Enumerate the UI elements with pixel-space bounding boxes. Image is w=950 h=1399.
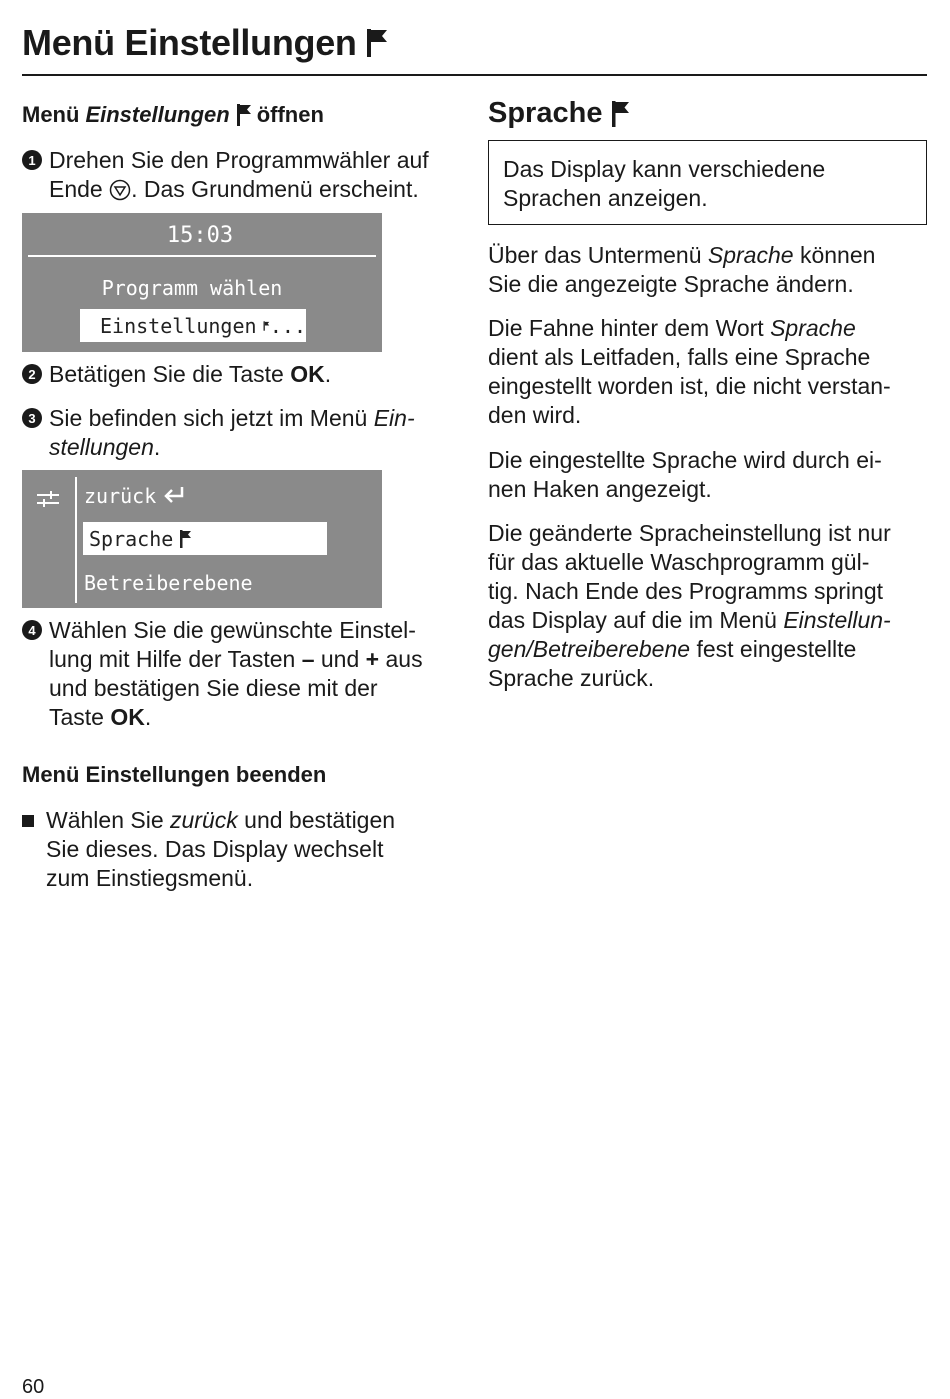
return-arrow-icon [162,485,188,507]
step-3-italic-b: stellungen [49,434,154,460]
display-item-language-selected [83,522,327,555]
close-text-b: und bestätigen [237,807,396,833]
step-1-text-b: . Das Grundmenü erscheint. [131,176,419,202]
info-box-line-2: Sprachen anzeigen. [503,185,708,211]
display-item-ellipsis: ... [269,313,306,338]
ok-key-label: OK [110,704,145,730]
step-number: 1 [22,150,42,170]
page-number: 60 [22,1376,45,1398]
step-3-text: Sie befinden sich jetzt im Menü [49,405,374,431]
step-4-text-a: lung mit Hilfe der Tasten [49,646,302,672]
info-box [488,140,927,225]
page-title [22,22,391,64]
flag-icon [179,529,193,549]
p4-line-6: Sprache zurück. [488,665,655,691]
p4-italic-b: gen/Betreiberebene [488,636,691,662]
step-3-italic-a: Ein- [373,405,415,431]
language-heading [488,97,632,130]
p3-line-2: nen Haken angezeigt. [488,476,712,502]
p4-line-5 [488,635,933,664]
info-box-line-1: Das Display kann verschiedene [503,156,826,182]
close-text-a: Wählen Sie [46,807,171,833]
close-instruction [22,806,462,893]
bullet-square [22,815,34,827]
minus-key-label: – [301,646,315,672]
step-2 [22,360,462,389]
display-back-label: zurück [84,484,157,508]
paragraph-checkmark [488,446,933,504]
paragraph-temporary-change [488,519,933,693]
p2-line-1 [488,314,933,343]
close-line-2: Sie dieses. Das Display wechselt [46,836,384,862]
step-4-line-4 [49,703,423,732]
step-3 [22,404,462,462]
step-number: 4 [22,620,42,640]
ok-key-label: OK [290,361,325,387]
flag-icon [263,316,270,336]
paragraph-submenu [488,241,933,299]
plus-key-label: + [365,646,380,672]
p2-italic: Sprache [770,315,856,341]
step-2-text: Betätigen Sie die Taste [49,361,291,387]
close-line-1 [46,806,395,835]
step-1-line-1: Drehen Sie den Programmwähler auf [49,147,429,173]
step-4 [22,616,467,732]
close-line-3: zum Einstiegsmenü. [46,865,254,891]
p2-line-3: eingestellt worden ist, die nicht verstan- [488,373,891,399]
step-4-line-1: Wählen Sie die gewünschte Einstel- [49,617,416,643]
step-number: 2 [22,364,42,384]
close-menu-heading: Menü Einstellungen beenden [22,762,327,787]
step-1-text-a: Ende [49,176,110,202]
flag-icon [365,27,391,59]
step-number: 3 [22,408,42,428]
display-settings-menu [22,470,382,608]
display-vertical-divider [75,477,77,603]
open-menu-heading [22,102,324,128]
display-item-settings-label: Einstellungen [100,313,257,338]
paragraph-flag [488,314,933,430]
flag-icon [610,99,632,129]
p4-italic-a: Einstellun- [783,607,891,633]
p2-line-2: dient als Leitfaden, falls eine Sprache [488,344,871,370]
step-2-period: . [324,361,332,387]
p4-text-b: fest eingestellte [690,636,857,662]
step-4-line-3: und bestätigen Sie diese mit der [49,675,378,701]
p4-line-2: für das aktuelle Waschprogramm gül- [488,549,870,575]
end-position-icon [109,179,131,201]
display-item-operator-level: Betreiberebene [84,571,253,595]
step-3-period: . [153,434,161,460]
open-heading-pre: Menü [22,102,80,127]
p1-line-2: Sie die angezeigte Sprache ändern. [488,271,854,297]
p1-text-a: Über das Untermenü [488,242,708,268]
step-4-period: . [144,704,152,730]
flag-icon [235,103,253,127]
display-language-label: Sprache [89,526,174,551]
step-1 [22,146,462,204]
step-3-line-2 [49,433,415,462]
settings-sliders-icon [35,490,61,508]
display-item-back [84,484,188,508]
display-item-program: Programm wählen [101,276,283,300]
p3-line-1: Die eingestellte Sprache wird durch ei- [488,447,882,473]
step-1-line-2 [49,175,429,204]
p4-line-1: Die geänderte Spracheinstellung ist nur [488,520,891,546]
p4-line-3: tig. Nach Ende des Programms springt [488,578,884,604]
step-4-text-c: aus [379,646,423,672]
step-4-text-d: Taste [49,704,111,730]
p1-line-1 [488,241,933,270]
language-heading-text: Sprache [488,97,603,129]
display-item-settings-selected [80,309,306,342]
p2-text-a: Die Fahne hinter dem Wort [488,315,771,341]
p4-text-a: das Display auf die im Menü [488,607,784,633]
title-divider [22,74,927,76]
step-3-line-1 [49,404,415,433]
step-4-text-b: und [314,646,366,672]
p1-text-b: können [793,242,876,268]
display-main-menu [22,213,382,352]
page-title-text: Menü Einstellungen [22,22,357,63]
p2-line-4: den wird. [488,402,582,428]
display-time: 15:03 [166,223,234,248]
p1-italic: Sprache [707,242,794,268]
display-divider [28,255,376,257]
open-heading-post: öffnen [256,102,324,127]
close-italic: zurück [170,807,238,833]
step-4-line-2 [49,645,423,674]
open-heading-italic: Einstellungen [85,102,230,127]
p4-line-4 [488,606,933,635]
